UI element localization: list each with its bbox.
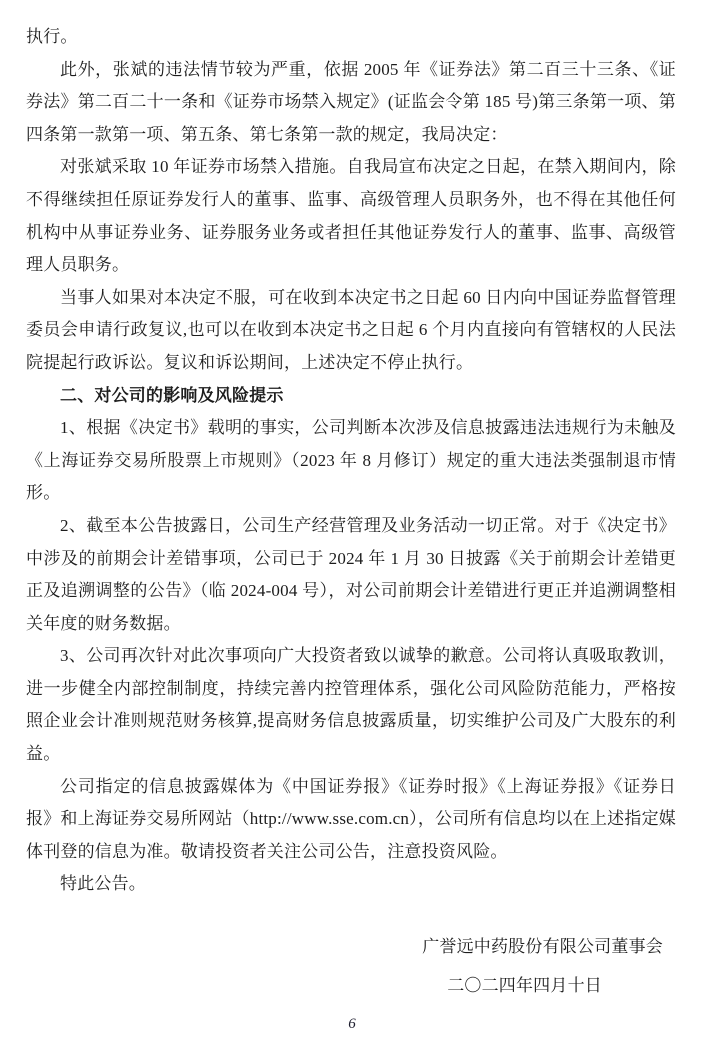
paragraph-execution-continuation: 执行。 [26, 27, 78, 46]
document-body [26, 21, 676, 1002]
paragraph-appeal-rights: 当事人如果对本决定不服，可在收到本决定书之日起 60 日内向中国证券监督管理委员会申请行政复议,也可以在收到本决定书之日起 6 个月内直接向有管辖权的人民法院提起行政诉讼。复议和诉讼期间，上述决定不停止执行。 [26, 287, 676, 372]
signature-company: 广誉远中药股份有限公司董事会 [422, 937, 663, 957]
paragraph-closing: 特此公告。 [60, 874, 146, 894]
signature-block [26, 931, 676, 1002]
paragraph-item-3-apology: 3、公司再次针对此次事项向广大投资者致以诚挚的歉意。公司将认真吸取教训，进一步健全内部控制制度，持续完善内控管理体系，强化公司风险防范能力，严格按照企业会计准则规范财务核算,提高财务信息披露质量，切实维护公司及广大股东的利益。 [26, 646, 676, 764]
paragraph-legal-basis: 此外，张斌的违法情节较为严重，依据 2005 年《证券法》第二百三十三条、《证券法》第二百二十一条和《证券市场禁入规定》(证监会令第 185 号)第三条第一项、第四条第一款第一项、第五条、第七条第一款的规定，我局决定： [26, 59, 676, 144]
paragraph-market-ban-measure: 对张斌采取 10 年证券市场禁入措施。自我局宣布决定之日起，在禁入期间内，除不得继续担任原证券发行人的董事、监事、高级管理人员职务外，也不得在其他任何机构中从事证券业务、证券服务业务或者担任其他证券发行人的董事、监事、高级管理人员职务。 [26, 157, 676, 275]
paragraph-item-1-delisting-judgement: 1、根据《决定书》载明的事实，公司判断本次涉及信息披露违法违规行为未触及《上海证券交易所股票上市规则》（2023 年 8 月修订）规定的重大违法类强制退市情形。 [26, 418, 676, 503]
paragraph-item-2-accounting-correction: 2、截至本公告披露日，公司生产经营管理及业务活动一切正常。对于《决定书》中涉及的前期会计差错事项，公司已于 2024 年 1 月 30 日披露《关于前期会计差错更正及追溯调整的公告》（临 2024-004 号），对公司前期会计差错进行更正并追溯调整相关年度的财务数据。 [26, 515, 676, 633]
signature-date: 二〇二四年四月十日 [447, 975, 602, 995]
section-heading-company-impact-risk: 二、对公司的影响及风险提示 [60, 385, 284, 405]
paragraph-disclosure-media: 公司指定的信息披露媒体为《中国证券报》《证券时报》《上海证券报》《证券日报》和上海证券交易所网站（http://www.sse.com.cn），公司所有信息均以在上述指定媒体刊登的信息为准。敬请投资者关注公司公告，注意投资风险。 [26, 776, 676, 861]
page-number: 6 [348, 1016, 356, 1032]
